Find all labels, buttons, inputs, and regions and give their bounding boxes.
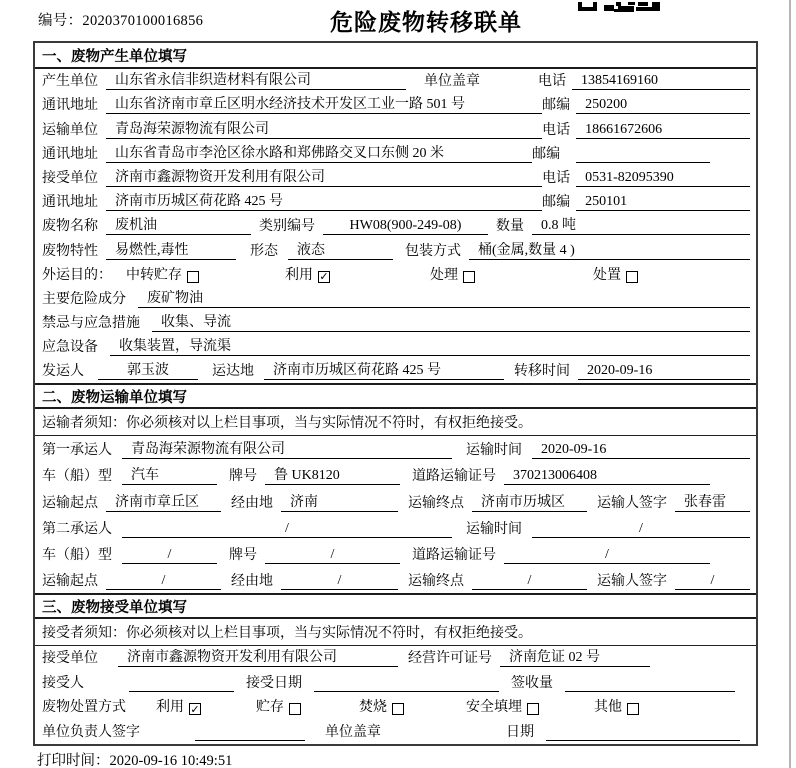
field-label: 通讯地址 [42,98,98,114]
emergency-equipment-value: 收集装置，导流渠 [110,338,750,356]
form-row-vehicle2 [35,541,756,567]
form-row-route1 [35,488,756,514]
field-label: 运输起点 [42,574,98,590]
route-origin2-value: / [106,572,221,590]
option-label: 利用 [156,700,184,716]
section3-header: 三、废物接受单位填写 [35,593,756,619]
transfer-date-value: 2020-09-16 [578,362,750,380]
receiver-phone-value: 0531-82095390 [576,169,750,187]
checkbox-purpose-dispose [626,271,638,283]
option-label: 利用 [285,267,313,283]
first-carrier-value: 青岛海荣源物流有限公司 [122,441,452,459]
field-label: 接受人 [42,675,84,691]
receiver-name-value: 济南市鑫源物资开发利用有限公司 [106,169,542,187]
field-label: 废物处置方式 [42,700,126,716]
field-label: 通讯地址 [42,195,98,211]
field-label: 产生单位 [42,74,98,90]
road-permit2-value: / [504,546,710,564]
accept-person-value [129,675,234,692]
field-label: 车（船）型 [42,469,112,485]
transporter-phone-value: 18661672606 [576,121,750,139]
field-label: 经营许可证号 [408,651,492,667]
route-via-value: 济南 [281,494,398,512]
vehicle-type-value: 汽车 [122,467,217,485]
field-label: 废物特性 [42,243,98,259]
form-row-waste-traits [35,238,756,262]
signed-quantity-value [565,675,735,692]
form-row-transfer-purpose [35,263,756,287]
field-label: 接受单位 [42,170,98,186]
waste-form-value: 液态 [288,242,393,260]
waste-name-value: 废机油 [106,217,251,235]
field-label: 主要危险成分 [42,291,126,307]
waste-quantity-value: 0.8 吨 [532,217,750,235]
field-label: 禁忌与应急措施 [42,316,140,332]
field-label: 经由地 [231,574,273,590]
plate-number2-value: / [265,546,400,564]
form-row-producer [35,69,756,93]
field-label: 邮编 [542,195,571,211]
field-label: 通讯地址 [42,146,98,162]
form-row-vehicle1 [35,462,756,488]
form-row-emergency-equipment [35,335,756,359]
field-label: 接受日期 [246,675,302,691]
transport-date-value: 2020-09-16 [532,441,750,459]
form-row-second-carrier [35,515,756,541]
manifest-serial-number: 编号：2020370100016856 [38,13,204,29]
field-label: 外运目的： [42,267,112,283]
field-label: 第二承运人 [42,521,112,537]
form-row-waste-name [35,214,756,238]
qr-code-fragment [578,0,660,18]
field-label: 运达地 [212,364,254,380]
emergency-measures-value: 收集、导流 [152,314,750,332]
checkbox-disposal-utilize: ✓ [190,702,200,716]
field-label: 运输终点 [408,495,464,511]
carrier-signature-value: 张春雷 [675,494,750,512]
option-label: 安全填埋 [466,700,522,716]
receiver-notice: 接受者须知：你必须核对以上栏目事项，当与实际情况不符时，有权拒绝接受。 [35,619,756,646]
route-via2-value: / [281,572,398,590]
option-label: 中转贮存 [126,267,182,283]
route-end2-value: / [472,572,587,590]
accept-unit-value: 济南市鑫源物资开发利用有限公司 [118,649,398,667]
field-label: 电话 [542,170,571,186]
responsible-signature-value [195,724,305,741]
road-permit-value: 370213006408 [504,467,710,485]
transporter-postcode-value [576,146,710,163]
field-label: 电话 [538,74,566,90]
field-label: 道路运输证号 [412,547,496,563]
checkbox-disposal-other [627,703,639,715]
section2-header: 二、废物运输单位填写 [35,383,756,409]
accept-date-value [314,675,499,692]
route-end-value: 济南市历城区 [472,494,587,512]
hazard-components-value: 废矿物油 [138,290,750,308]
field-label: 运输终点 [408,574,464,590]
route-origin-value: 济南市章丘区 [106,494,221,512]
unit-seal-label: 单位盖章 [424,74,480,90]
form-row-emergency-measures [35,311,756,335]
form-row-receiver-address [35,190,756,214]
form-row-hazard-components [35,287,756,311]
field-label: 运输时间 [466,521,522,537]
transporter-name-value: 青岛海荣源物流有限公司 [106,121,542,139]
form-row-responsible-signature [35,719,756,744]
option-label: 焚烧 [359,700,387,716]
field-label: 运输起点 [42,495,98,511]
seal-date-value [546,724,740,741]
checkbox-disposal-storage [289,703,301,715]
page-title: 危险废物转移联单 [330,9,522,35]
form-row-transporter-address [35,142,756,166]
checkbox-disposal-incinerate [392,703,404,715]
field-label: 牌号 [229,547,257,563]
form-row-route2 [35,567,756,593]
option-label: 其他 [594,700,622,716]
field-label: 邮编 [532,146,561,162]
field-label: 日期 [506,724,534,740]
section1-header: 一、废物产生单位填写 [35,43,756,69]
packaging-value: 桶(金属,数量 4 ) [469,242,750,260]
manifest-form-table [33,41,758,746]
receiver-postcode-value: 250101 [576,193,750,211]
producer-phone-value: 13854169160 [572,72,750,90]
form-row-consignor [35,359,756,383]
field-label: 类别编号 [259,219,315,235]
second-carrier-value: / [122,520,452,538]
field-label: 车（船）型 [42,547,112,563]
form-row-accept-person [35,670,756,695]
field-label: 道路运输证号 [412,469,496,485]
plate-number-value: 鲁 UK8120 [265,467,400,485]
producer-address-value: 山东省济南市章丘区明水经济技术开发区工业一路 501 号 [106,96,542,114]
producer-postcode-value: 250200 [576,96,750,114]
checkbox-disposal-landfill [527,703,539,715]
form-row-transporter [35,117,756,141]
unit-seal-label: 单位盖章 [325,724,381,740]
field-label: 牌号 [229,469,257,485]
producer-name-value: 山东省永信非织造材料有限公司 [106,72,406,90]
option-label: 处置 [593,267,621,283]
carrier-signature2-value: / [675,572,750,590]
transporter-address-value: 山东省青岛市李沧区徐水路和郑佛路交叉口东侧 20 米 [106,145,532,163]
transporter-notice: 运输者须知：你必须核对以上栏目事项，当与实际情况不符时，有权拒绝接受。 [35,409,756,436]
field-label: 运输人签字 [597,574,667,590]
field-label: 单位负责人签字 [42,724,140,740]
field-label: 运输人签字 [597,495,667,511]
field-label: 运输时间 [466,443,522,459]
transport-date2-value: / [532,520,750,538]
form-row-accept-unit [35,646,756,671]
checkbox-purpose-treat [463,271,475,283]
field-label: 邮编 [542,98,571,114]
receiver-address-value: 济南市历城区荷花路 425 号 [106,193,542,211]
vehicle-type2-value: / [122,546,217,564]
field-label: 应急设备 [42,340,98,356]
field-label: 包装方式 [405,243,461,259]
consignor-name-value: 郭玉波 [98,362,198,380]
form-row-producer-address [35,93,756,117]
checkbox-purpose-storage [187,271,199,283]
option-label: 处理 [430,267,458,283]
field-label: 经由地 [231,495,273,511]
field-label: 第一承运人 [42,443,112,459]
field-label: 废物名称 [42,219,98,235]
field-label: 签收量 [511,675,553,691]
waste-code-value: HW08(900-249-08) [323,217,488,235]
field-label: 数量 [496,219,524,235]
field-label: 形态 [250,243,278,259]
field-label: 发运人 [42,364,84,380]
option-label: 贮存 [256,700,284,716]
destination-value: 济南市历城区荷花路 425 号 [264,362,504,380]
scan-page-edge-line [789,0,791,768]
form-row-disposal-method [35,695,756,720]
print-timestamp: 打印时间：2020-09-16 10:49:51 [37,753,233,768]
field-label: 转移时间 [514,364,570,380]
field-label: 运输单位 [42,122,98,138]
field-label: 电话 [542,122,571,138]
field-label: 接受单位 [42,651,98,667]
waste-traits-value: 易燃性,毒性 [106,242,236,260]
license-number-value: 济南危证 02 号 [500,649,650,667]
form-row-receiver [35,166,756,190]
checkbox-purpose-utilize: ✓ [319,270,329,284]
form-row-first-carrier [35,436,756,462]
